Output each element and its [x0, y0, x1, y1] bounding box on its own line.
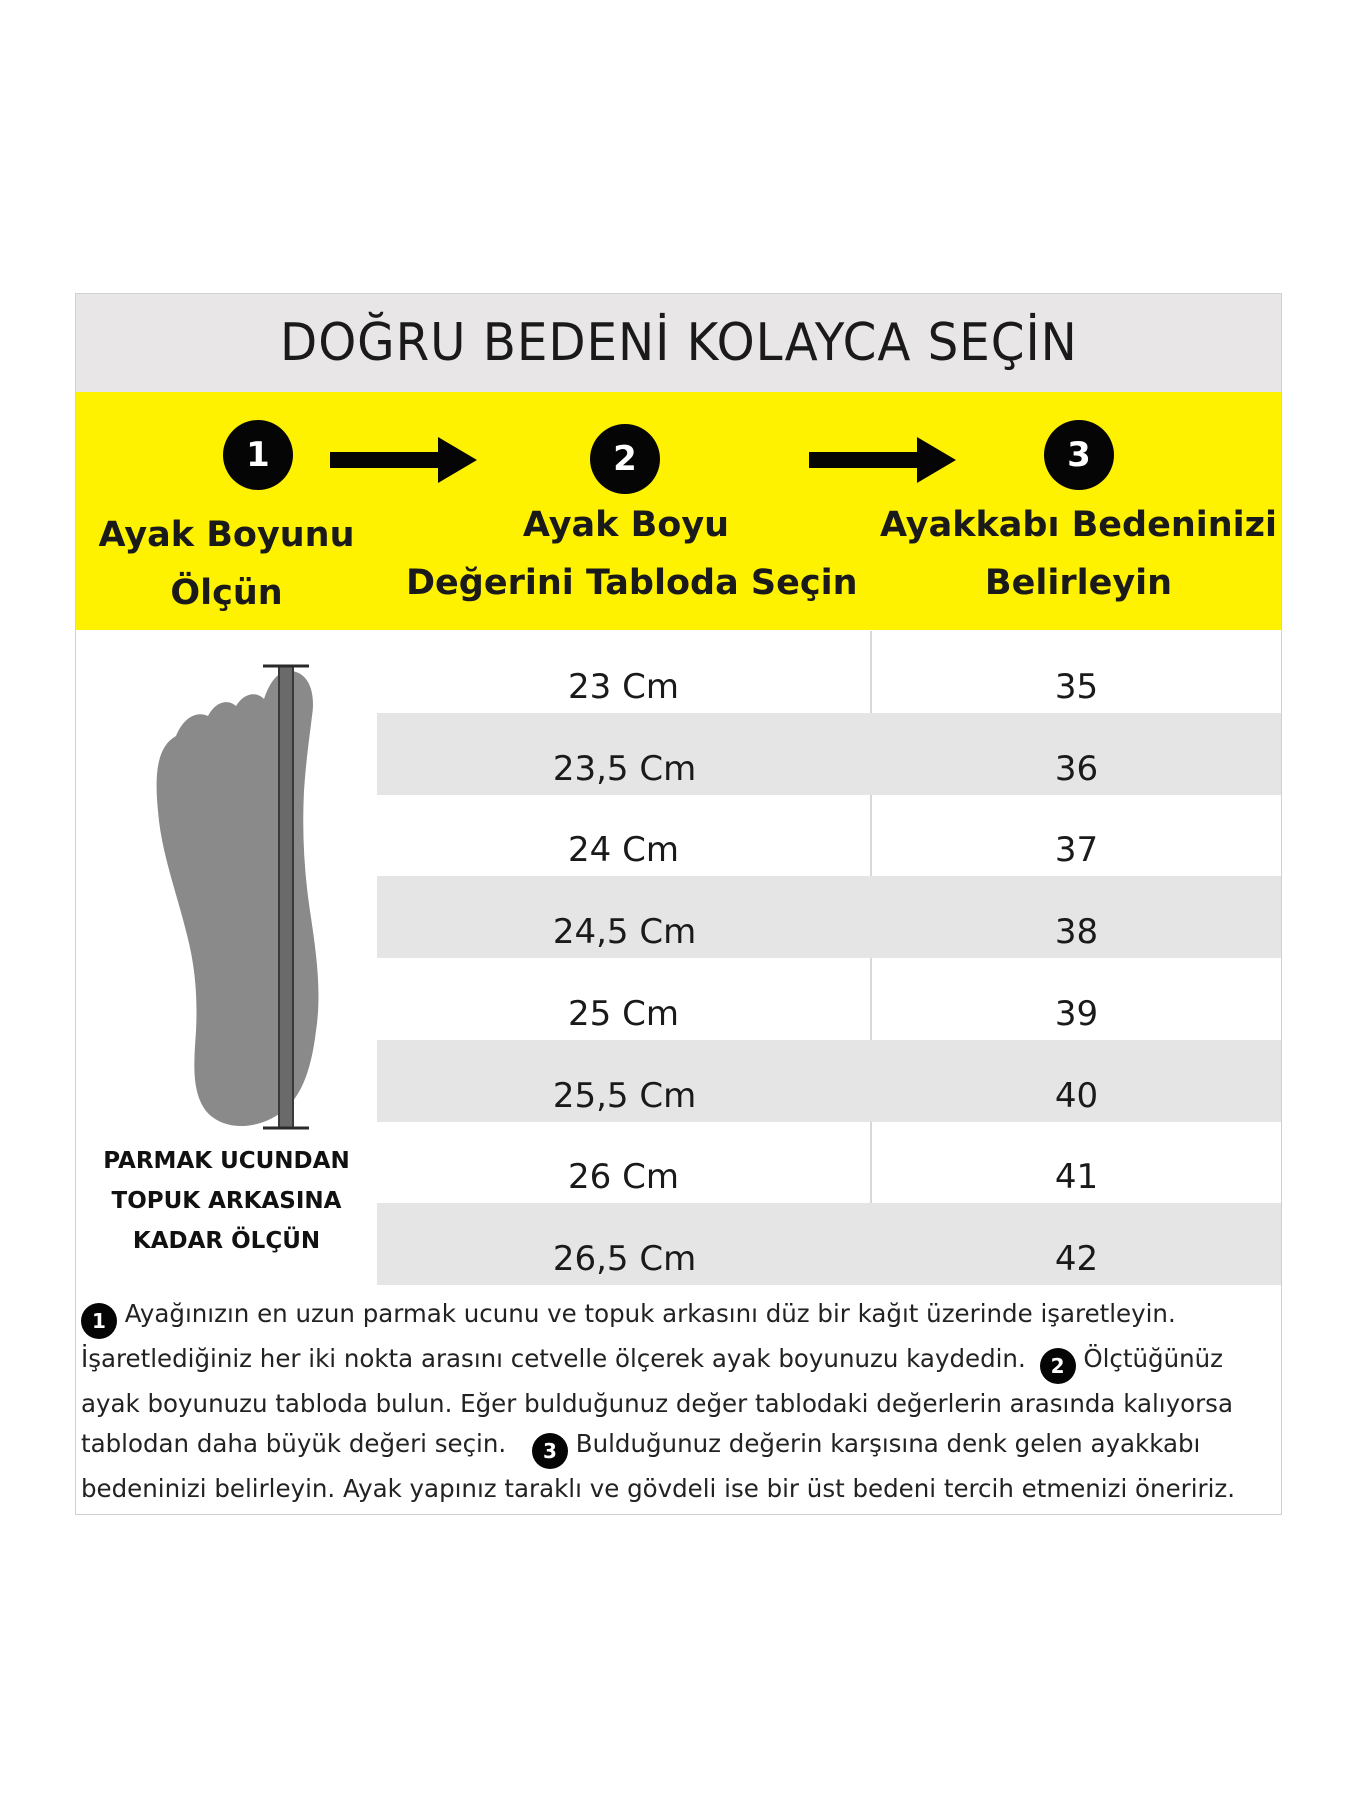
step-1-circle: [223, 420, 293, 490]
instruction-line: [81, 1339, 1281, 1384]
step-3-label: [876, 496, 1281, 612]
step-2-label-line: Değerini Tabloda Seçin: [406, 563, 858, 603]
step-1-label-line: Ayak Boyunu: [98, 515, 355, 555]
table-row: [377, 795, 1281, 877]
table-row: [377, 876, 1281, 958]
table-row: [377, 1203, 1281, 1285]
step-2-circle: [590, 424, 660, 494]
foot-length-cell: 26 Cm: [377, 1122, 872, 1204]
arrow-right-icon: [330, 437, 477, 483]
table-row: [377, 1040, 1281, 1122]
step-3-number: 3: [1067, 435, 1091, 475]
size-guide-card: [75, 293, 1282, 1515]
shoe-size-cell: 41: [1054, 1157, 1099, 1198]
step-2-label-line: Ayak Boyu: [522, 505, 730, 545]
foot-measure-panel: [76, 631, 377, 1281]
step-1-label-line: Ölçün: [170, 573, 283, 613]
instruction-line: [81, 1424, 1281, 1469]
instruction-line-4: tablodan daha büyük değeri seçin.: [81, 1429, 507, 1458]
foot-length-cell: 26,5 Cm: [552, 1239, 697, 1279]
table-row: [377, 713, 1281, 795]
step-3-circle: [1044, 420, 1114, 490]
instructions-text: [81, 1294, 1281, 1509]
instruction-line: [81, 1469, 1281, 1509]
foot-caption: [76, 1141, 377, 1261]
instruction-step-2: Ölçtüğünüz: [1083, 1344, 1224, 1373]
step-1-label: [76, 506, 377, 622]
step-3-mini-circle: 3: [532, 1433, 568, 1469]
instruction-step-3: Bulduğunuz değerin karşısına denk gelen ayakkabı: [575, 1429, 1201, 1458]
steps-band: [76, 392, 1281, 630]
step-2-mini-circle: 2: [1040, 1348, 1076, 1384]
title-band: [76, 294, 1281, 392]
table-row: [377, 958, 1281, 1040]
step-3-label-line: Ayakkabı Bedeninizi: [879, 505, 1278, 545]
foot-caption-line: PARMAK UCUNDAN: [103, 1148, 350, 1174]
instruction-line-2: İşaretlediğiniz her iki nokta arasını cetvelle ölçerek ayak boyunuzu kaydedin.: [81, 1344, 1026, 1373]
page-title: DOĞRU BEDENİ KOLAYCA SEÇİN: [279, 313, 1078, 373]
instruction-line-3: ayak boyunuzu tabloda bulun. Eğer bulduğunuz değer tablodaki değerlerin arasında kalıyorsa: [81, 1389, 1233, 1418]
foot-caption-line: TOPUK ARKASINA: [111, 1188, 342, 1214]
instruction-line: [81, 1384, 1281, 1424]
instruction-line: [81, 1294, 1281, 1339]
table-row: [377, 631, 1281, 713]
shoe-size-cell: 35: [1054, 666, 1099, 707]
foot-measure-icon: [136, 661, 336, 1141]
foot-length-cell: 25 Cm: [377, 958, 872, 1040]
shoe-size-cell: 37: [1054, 830, 1099, 871]
step-3-label-line: Belirleyin: [984, 563, 1173, 603]
foot-length-cell: 25,5 Cm: [552, 1075, 697, 1116]
shoe-size-cell: 42: [1054, 1239, 1099, 1279]
table-row: [377, 1122, 1281, 1204]
shoe-size-cell: 40: [1054, 1075, 1099, 1116]
foot-caption-line: KADAR ÖLÇÜN: [132, 1228, 321, 1254]
shoe-size-cell: 38: [1054, 912, 1099, 952]
size-table: [377, 631, 1281, 1285]
arrow-right-icon: [809, 437, 956, 483]
shoe-size-cell: 36: [1054, 748, 1099, 789]
instruction-step-1: Ayağınızın en uzun parmak ucunu ve topuk arkasını düz bir kağıt üzerinde işaretleyin.: [124, 1299, 1176, 1328]
instruction-line-5: bedeninizi belirleyin. Ayak yapınız taraklı ve gövdeli ise bir üst bedeni tercih etmenizi öneririz.: [81, 1474, 1236, 1503]
shoe-size-cell: 39: [1054, 993, 1099, 1034]
foot-length-cell: 24,5 Cm: [552, 912, 697, 952]
step-1-mini-circle: 1: [81, 1303, 117, 1339]
foot-length-cell: 23 Cm: [377, 631, 872, 713]
step-2-label: [406, 496, 858, 612]
foot-length-cell: 24 Cm: [377, 795, 872, 877]
step-2-number: 2: [613, 439, 637, 479]
step-1-number: 1: [246, 435, 270, 475]
foot-length-cell: 23,5 Cm: [552, 748, 697, 789]
